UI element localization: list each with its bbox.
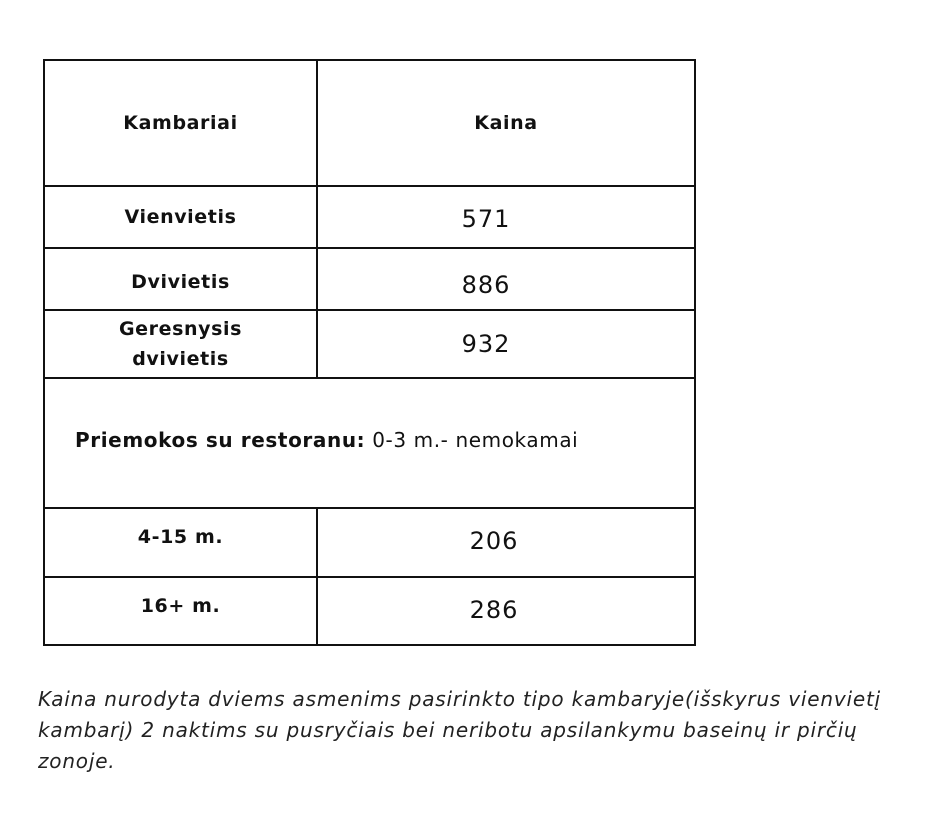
room-price-cell bbox=[318, 311, 654, 377]
room-name-line: Geresnysis bbox=[118, 318, 243, 340]
restaurant-supplement-text: 0-3 m.- nemokamai bbox=[365, 428, 579, 452]
room-name-cell bbox=[45, 249, 316, 315]
age-price: 286 bbox=[469, 596, 519, 624]
room-price: 932 bbox=[461, 330, 511, 358]
table-border-right bbox=[694, 59, 696, 646]
age-label: 16+ m. bbox=[140, 595, 221, 617]
age-cell bbox=[45, 509, 316, 565]
room-name: Vienvietis bbox=[124, 206, 237, 228]
age-cell bbox=[45, 578, 316, 634]
room-name: Dvivietis bbox=[131, 271, 230, 293]
room-price-cell bbox=[318, 189, 654, 249]
age-label: 4-15 m. bbox=[137, 526, 224, 548]
table-divider bbox=[43, 377, 696, 379]
age-price-cell bbox=[318, 511, 670, 571]
column-header-price-label: Kaina bbox=[474, 112, 538, 134]
column-header-price bbox=[318, 61, 694, 185]
column-header-rooms-label: Kambariai bbox=[123, 112, 238, 134]
age-price-cell bbox=[318, 580, 670, 640]
age-price: 206 bbox=[469, 527, 519, 555]
column-header-rooms bbox=[45, 61, 316, 185]
table-border-bottom bbox=[43, 644, 696, 646]
restaurant-supplement-label: Priemokos su restoranu: bbox=[75, 428, 366, 452]
room-price-cell bbox=[318, 252, 654, 318]
room-price: 571 bbox=[461, 205, 511, 233]
price-note: Kaina nurodyta dviems asmenims pasirinkto tipo kambaryje(išskyrus vienvietį kambarį) 2 naktims su pusryčiais bei neribotu apsilankymu baseinų ir pirčių zonoje. bbox=[38, 687, 881, 773]
room-name-cell bbox=[45, 187, 316, 247]
restaurant-supplement bbox=[75, 428, 578, 452]
room-name-cell bbox=[45, 311, 316, 377]
room-price: 886 bbox=[461, 271, 511, 299]
room-name-line: dvivietis bbox=[132, 348, 229, 370]
